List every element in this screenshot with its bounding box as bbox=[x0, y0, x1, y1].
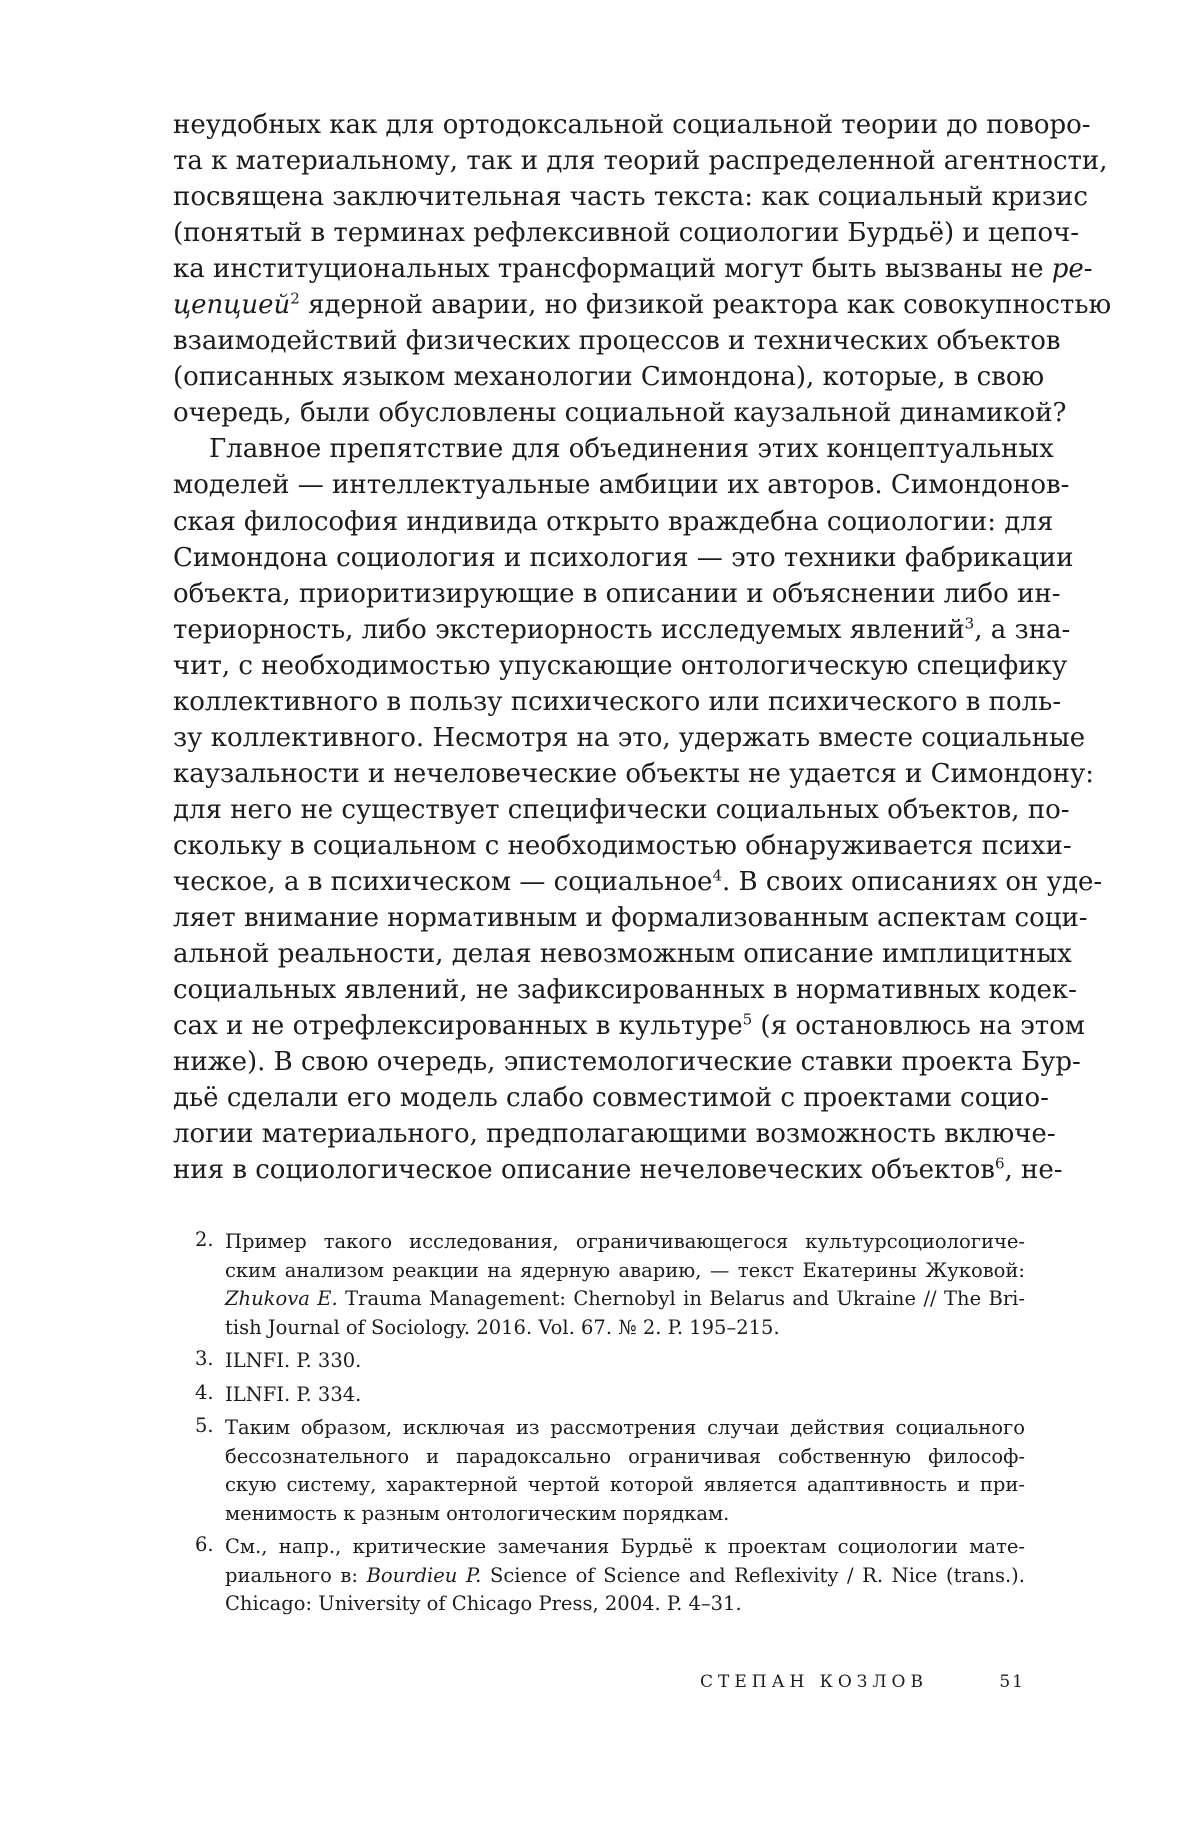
footnotes bbox=[195, 1228, 1025, 1624]
text-line: взаимодействий физических процессов и технических объектов bbox=[173, 326, 1061, 357]
footnote-line: ILNFI. P. 334. bbox=[225, 1382, 362, 1406]
text-line: моделей — интеллектуальные амбиции их авторов. Симондонов- bbox=[173, 470, 1070, 501]
text-line: посвящена заключительная часть текста: как социальный кризис bbox=[173, 182, 1088, 213]
text-line: логии материального, предполагающими возможность включе- bbox=[173, 1119, 1056, 1150]
footnote-line: ILNFI. P. 330. bbox=[225, 1349, 362, 1372]
footnote-line: См., напр., критические замечания Бурдьё к проектам социологии мате- bbox=[225, 1535, 1025, 1558]
footnote-ref-6[interactable]: 6 bbox=[994, 1154, 1005, 1173]
text-line: териорность, либо экстериорность исследуемых явлений$^3$, а зна- bbox=[173, 614, 1071, 645]
footnote bbox=[195, 1347, 1025, 1376]
footnote-ref-2[interactable]: 2 bbox=[290, 289, 300, 308]
text-line: неудобных как для ортодоксальной социальной теории до поворо- bbox=[173, 110, 1091, 140]
footnote bbox=[195, 1228, 1025, 1342]
text-line: скольку в социальном с необходимостью обнаруживается психи- bbox=[173, 830, 1072, 861]
footnote-number: 3. bbox=[195, 1347, 214, 1370]
text-line: ния в социологическое описание нечеловеческих объектов$^6$, не- bbox=[173, 1154, 1063, 1186]
footnote-line: Chicago: University of Chicago Press, 2004. P. 4–31. bbox=[225, 1592, 742, 1615]
footnote-number: 6. bbox=[195, 1533, 214, 1556]
running-head: СТЕПАН КОЗЛОВ bbox=[700, 1672, 928, 1692]
footnote-number: 4. bbox=[195, 1380, 214, 1404]
footnote-number: 2. bbox=[195, 1228, 214, 1251]
footnote bbox=[195, 1380, 1025, 1410]
footnote-line: Таким образом, исключая из рассмотрения случаи действия социального bbox=[225, 1416, 1025, 1439]
page-footer bbox=[700, 1672, 1025, 1692]
footnote-line: tish Journal of Sociology. 2016. Vol. 67. № 2. P. 195–215. bbox=[225, 1315, 780, 1339]
text-line: цепцией$^2$ ядерной аварии, но физикой реактора как совокупностью bbox=[173, 289, 1112, 321]
text-line: для него не существует специфически социальных объектов, по- bbox=[173, 794, 1070, 825]
page-number: 51 bbox=[999, 1672, 1025, 1692]
text-line: ская философия индивида открыто враждебна социологии: для bbox=[173, 506, 1054, 537]
footnote-number: 5. bbox=[195, 1414, 214, 1437]
text-line: (понятый в терминах рефлексивной социологии Бурдьё) и цепоч- bbox=[173, 218, 1080, 249]
text-line: ниже). В свою очередь, эпистемологические ставки проекта Бур- bbox=[173, 1047, 1081, 1078]
footnote-line: ским анализом реакции на ядерную аварию, — текст Екатерины Жуковой: bbox=[225, 1258, 1025, 1282]
text-line: сах и не отрефлексированных в культуре$^5$ (я остановлюсь на этом bbox=[173, 1010, 1086, 1042]
text-line: очередь, были обусловлены социальной каузальной динамикой? bbox=[173, 398, 1067, 429]
text-line: чит, с необходимостью упускающие онтологическую специфику bbox=[173, 650, 1068, 681]
footnote-line: менимость к разным онтологическим порядкам. bbox=[225, 1501, 730, 1525]
text-line: (описанных языком механологии Симондона), которые, в свою bbox=[173, 362, 1045, 393]
text-line: социальных явлений, не зафиксированных в нормативных кодек- bbox=[173, 975, 1077, 1006]
footnote-ref-4[interactable]: 4 bbox=[712, 866, 723, 885]
text-line: объекта, приоритизирующие в описании и объяснении либо ин- bbox=[173, 578, 1061, 609]
footnote-ref-5[interactable]: 5 bbox=[742, 1010, 753, 1029]
text-line: каузальности и нечеловеческие объекты не удается и Симондону: bbox=[173, 758, 1095, 789]
text-line: коллективного в пользу психического или психического в поль- bbox=[173, 686, 1062, 717]
footnote-ref-3[interactable]: 3 bbox=[964, 614, 975, 632]
footnote bbox=[195, 1414, 1025, 1528]
footnote-line: Пример такого исследования, ограничивающегося культурсоциологиче- bbox=[225, 1230, 1025, 1253]
footnote bbox=[195, 1533, 1025, 1619]
text-line: ческое, а в психическом — социальное$^4$. В своих описаниях он уде- bbox=[173, 866, 1103, 897]
text-line: та к материальному, так и для теорий распределенной агентности, bbox=[173, 146, 1108, 177]
text-line: Симондона социология и психология — это техники фабрикации bbox=[173, 542, 1074, 573]
text-line: дьё сделали его модель слабо совместимой с проектами социо- bbox=[173, 1083, 1049, 1114]
text-line: ляет внимание нормативным и формализованным аспектам соци- bbox=[173, 903, 1088, 934]
text-line: зу коллективного. Несмотря на это, удержать вместе социальные bbox=[173, 722, 1086, 753]
text-line: Главное препятствие для объединения этих концептуальных bbox=[209, 434, 1054, 465]
footnote-line: скую систему, характерной чертой которой является адаптивность и при- bbox=[225, 1473, 1025, 1496]
footnote-line: Zhukova E. Trauma Management: Chernobyl in Belarus and Ukraine // The Bri- bbox=[225, 1287, 1025, 1310]
footnote-line: бессознательного и парадоксально ограничивая собственную философ- bbox=[225, 1444, 1025, 1468]
main-text bbox=[173, 107, 1112, 1188]
footnote-line: риального в: Bourdieu P. Science of Science and Reflexivity / R. Nice (trans.). bbox=[225, 1563, 1025, 1587]
text-line: альной реальности, делая невозможным описание имплицитных bbox=[173, 939, 1072, 970]
text-line: ка институциональных трансформаций могут быть вызваны не ре- bbox=[173, 254, 1093, 285]
